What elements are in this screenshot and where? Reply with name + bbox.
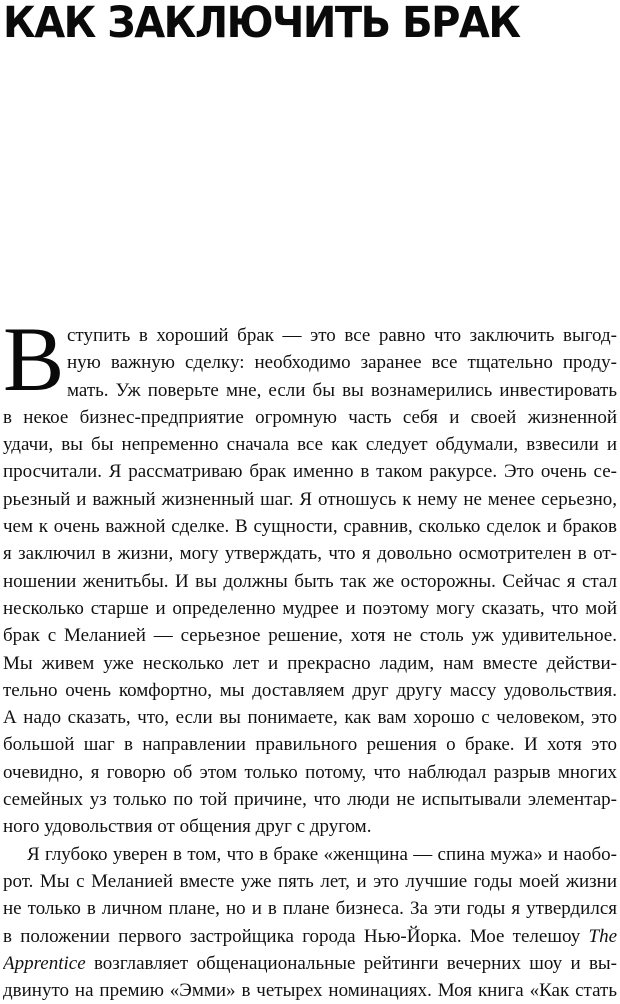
text-line: ную важную сделку: необходимо заранее все тщательно проду- <box>67 352 617 374</box>
text-line: ного удовольствия от общения друг с другом. <box>3 816 372 838</box>
body-text <box>3 308 617 1004</box>
chapter-title: КАК ЗАКЛЮЧИТЬ БРАК <box>3 0 520 48</box>
text-line <box>3 923 617 950</box>
text-line: чем к очень важной сделке. В сущности, сравнив, сколько сделок и браков <box>3 516 617 538</box>
text-line: мать. Уж поверьте мне, если бы вы вознамерились инвестировать <box>67 379 617 401</box>
text-line-part: в положении первого застройщика города Нью-Йорка. Мое телешоу <box>3 925 581 947</box>
text-line: ступить в хороший брак — это все равно что заключить выгод- <box>67 325 617 346</box>
text-line: просчитали. Я рассматриваю брак именно в таком ракурсе. Это очень се- <box>3 461 617 483</box>
text-line: семейных уз только по той причине, что люди не испытывали элементар- <box>3 789 617 811</box>
drop-cap: В <box>3 308 65 410</box>
text-line: я заключил в жизни, могу утверждать, что я довольно осмотрителен в от- <box>3 543 617 565</box>
show-title-part2: Apprentice <box>3 952 86 974</box>
text-line: большой шаг в направлении правильного решения о браке. И хотя это <box>3 734 617 756</box>
text-line: рот. Мы с Меланией вместе уже пять лет, и это лучшие годы моей жизни <box>3 870 617 892</box>
text-line: тельно очень комфортно, мы доставляем друг другу массу удовольствия. <box>3 679 617 701</box>
text-line: брак с Меланией — серьезное решение, хотя не столь уж удивительное. <box>3 625 617 647</box>
text-line: двинуто на премию «Эмми» в четырех номинациях. Моя книга «Как стать <box>3 980 617 1002</box>
text-line: в некое бизнес-предприятие огромную часть себя и своей жизненной <box>3 406 617 428</box>
text-line: очевидно, я говорю об этом только потому, что наблюдал разрыв многих <box>3 761 617 783</box>
text-line: удачи, вы бы непременно сначала все как следует обдумали, взвесили и <box>3 434 617 456</box>
text-line: Мы живем уже несколько лет и прекрасно ладим, нам вместе действи- <box>3 652 617 674</box>
text-line: не только в личном плане, но и в плане бизнеса. За эти годы я утвердился <box>3 898 617 920</box>
text-line <box>3 950 617 977</box>
text-line: Я глубоко уверен в том, что в браке «женщина — спина мужа» и наобо- <box>27 843 617 865</box>
text-line: ношении женитьбы. И вы должны быть так же осторожны. Сейчас я стал <box>3 570 617 592</box>
show-title-part1: The <box>588 925 617 947</box>
text-line-part: возглавляет общенациональные рейтинги вечерних шоу и вы- <box>93 952 617 974</box>
text-line: рьезный и важный жизненный шаг. Я отношусь к нему не менее серьезно, <box>3 488 617 510</box>
text-line: несколько старше и определенно мудрее и поэтому могу сказать, что мой <box>3 597 617 619</box>
text-line: А надо сказать, что, если вы понимаете, как вам хорошо с человеком, это <box>3 707 617 729</box>
